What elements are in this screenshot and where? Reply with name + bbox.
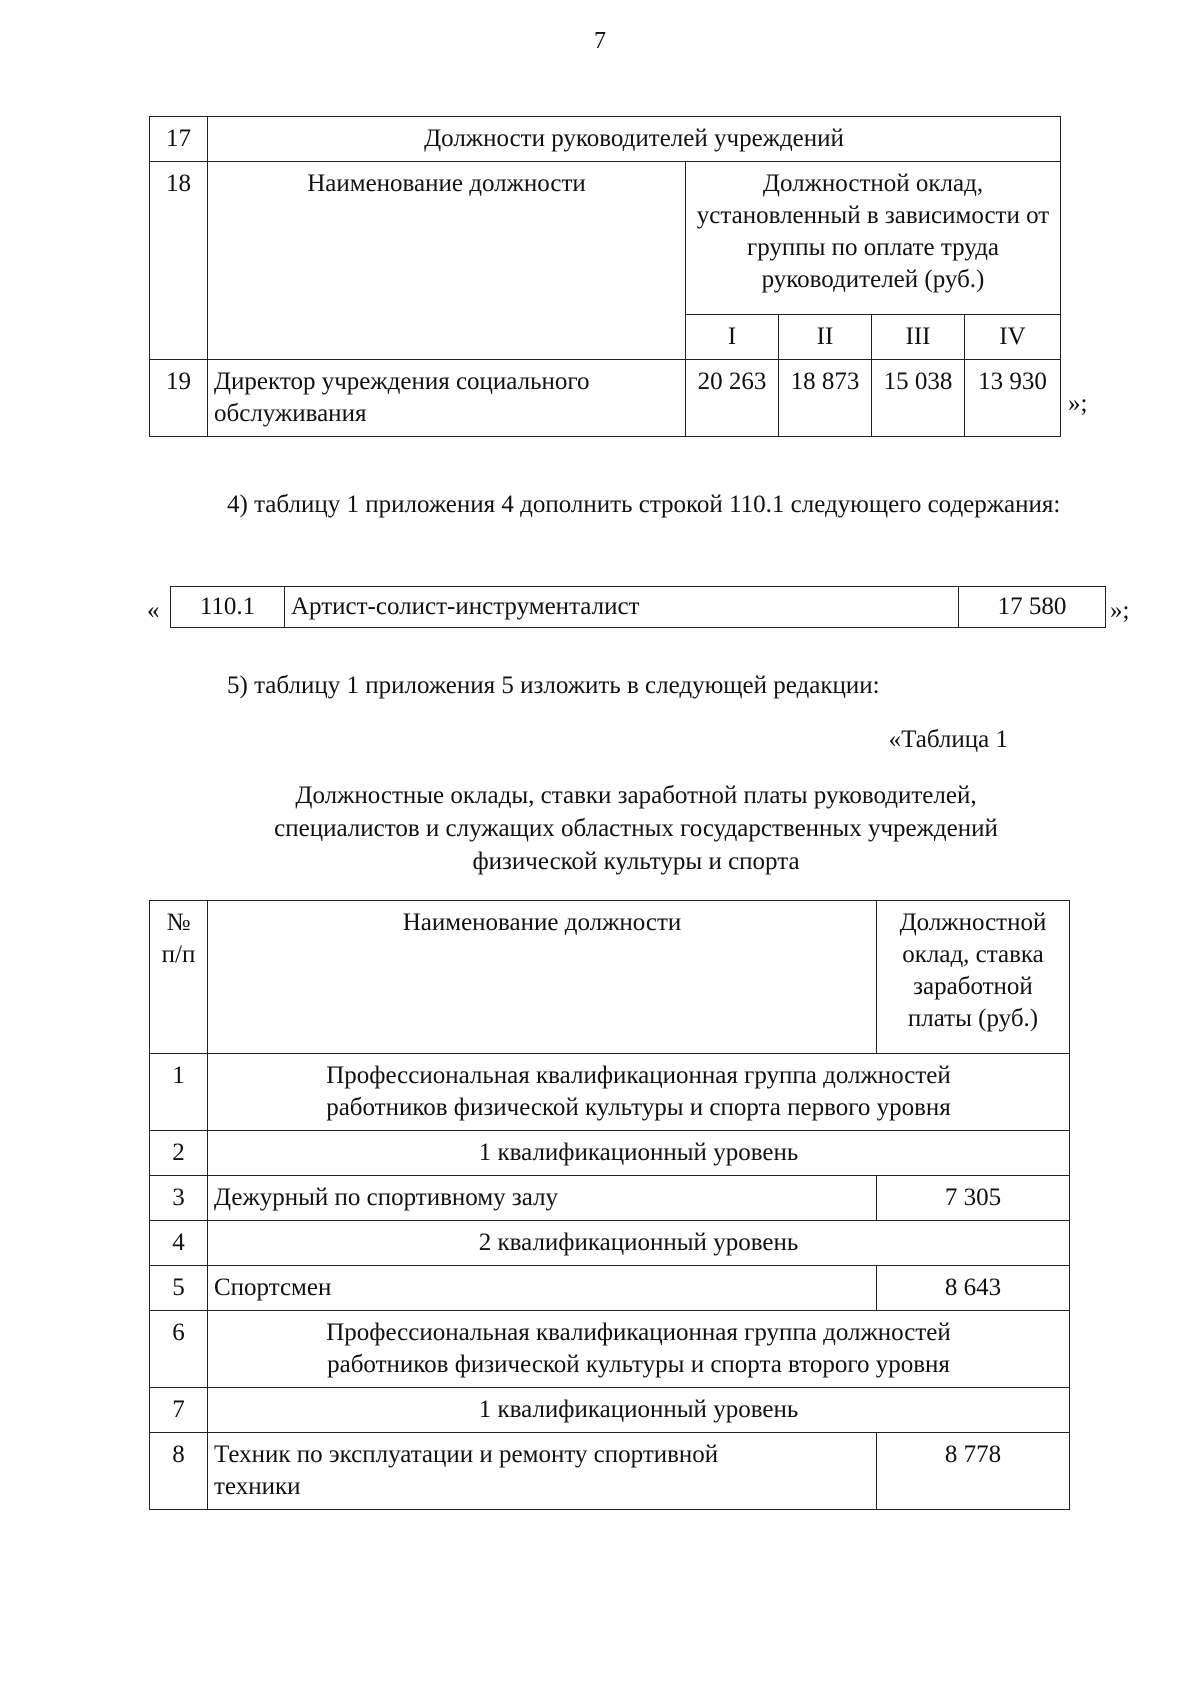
caption-line: физической культуры и спорта: [472, 848, 800, 875]
qualification-level: 2 квалификационный уровень: [208, 1221, 1070, 1266]
sports-salary-table: [149, 900, 1070, 1510]
paragraph-4: 4) таблицу 1 приложения 4 дополнить строкой 110.1 следующего содержания:: [227, 491, 1061, 518]
row-number: 3: [150, 1176, 208, 1221]
qualification-level: 1 квалификационный уровень: [208, 1388, 1070, 1433]
number-header: № п/п: [150, 901, 208, 1054]
salary-group-4: 13 930: [965, 360, 1061, 437]
row-number: 8: [150, 1433, 208, 1510]
closing-quote: »;: [1110, 597, 1130, 624]
section-title: Должности руководителей учреждений: [208, 117, 1061, 162]
position-name-header: Наименование должности: [208, 901, 877, 1054]
salary-group-2: 18 873: [779, 360, 872, 437]
position-name: Артист-солист-инструменталист: [285, 587, 959, 628]
inserted-row-table: [170, 586, 1106, 628]
qualification-level: 1 квалификационный уровень: [208, 1131, 1070, 1176]
table-row: [150, 1266, 1070, 1311]
page-number: 7: [594, 28, 606, 54]
position-name: Техник по эксплуатации и ремонту спортивной техники: [208, 1433, 877, 1510]
row-number: 18: [150, 162, 208, 360]
salary-header: Должностной оклад, ставка заработной платы (руб.): [877, 901, 1070, 1054]
table-row: [150, 1221, 1070, 1266]
table-row: [150, 1433, 1070, 1510]
row-number: 17: [150, 117, 208, 162]
salary-value: 8 643: [877, 1266, 1070, 1311]
caption-line: специалистов и служащих областных государственных учреждений: [274, 815, 998, 842]
position-name: Директор учреждения социального обслуживания: [208, 360, 686, 437]
table-row: [150, 1311, 1070, 1388]
salary-group-3: 15 038: [872, 360, 965, 437]
table-row: [150, 1054, 1070, 1131]
table-header-row: [150, 901, 1070, 1054]
table-row: [150, 360, 1061, 437]
row-number: 4: [150, 1221, 208, 1266]
row-number: 110.1: [171, 587, 285, 628]
position-name: Дежурный по спортивному залу: [208, 1176, 877, 1221]
row-number: 7: [150, 1388, 208, 1433]
row-number: 19: [150, 360, 208, 437]
group-header-4: IV: [965, 315, 1061, 360]
salary-group-1: 20 263: [686, 360, 779, 437]
table-row: [150, 117, 1061, 162]
group-header-1: I: [686, 315, 779, 360]
closing-quote: »;: [1068, 390, 1088, 417]
salary-header: Должностной оклад, установленный в зависимости от группы по оплате труда руководителей (руб.): [686, 162, 1061, 315]
row-number: 6: [150, 1311, 208, 1388]
table-row: [150, 1131, 1070, 1176]
table-row: [150, 1176, 1070, 1221]
salary-value: 17 580: [959, 587, 1106, 628]
managers-salary-table: [149, 116, 1061, 437]
table-row: [171, 587, 1106, 628]
row-number: 5: [150, 1266, 208, 1311]
table-row: [150, 162, 1061, 315]
position-name-header: Наименование должности: [208, 162, 686, 360]
group-header-2: II: [779, 315, 872, 360]
caption-line: Должностные оклады, ставки заработной платы руководителей,: [295, 782, 977, 809]
table-row: [150, 1388, 1070, 1433]
paragraph-5: 5) таблицу 1 приложения 5 изложить в следующей редакции:: [227, 672, 880, 699]
salary-value: 8 778: [877, 1433, 1070, 1510]
row-number: 2: [150, 1131, 208, 1176]
qualification-group: Профессиональная квалификационная группа должностей работников физической культуры и спорта первого уровня: [208, 1054, 1070, 1131]
salary-value: 7 305: [877, 1176, 1070, 1221]
position-name: Спортсмен: [208, 1266, 877, 1311]
table-label: «Таблица 1: [888, 726, 1008, 753]
opening-quote: «: [147, 597, 160, 624]
group-header-3: III: [872, 315, 965, 360]
qualification-group: Профессиональная квалификационная группа должностей работников физической культуры и спорта второго уровня: [208, 1311, 1070, 1388]
row-number: 1: [150, 1054, 208, 1131]
table-caption: [200, 779, 1072, 878]
